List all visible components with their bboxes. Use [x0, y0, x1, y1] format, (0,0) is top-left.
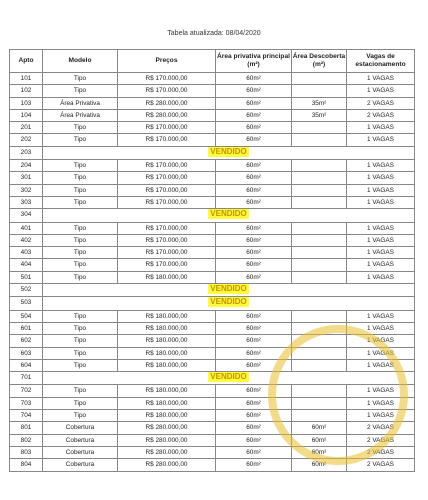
- cell-area-privativa: 60m²: [216, 397, 292, 409]
- cell-apto: 301: [10, 172, 43, 184]
- cell-area-descoberta: [292, 322, 347, 334]
- cell-area-privativa: 60m²: [216, 172, 292, 184]
- cell-modelo: Tipo: [43, 310, 118, 322]
- cell-modelo: Tipo: [43, 172, 118, 184]
- cell-area-descoberta: [292, 410, 347, 422]
- cell-vagas: 2 VAGAS: [347, 422, 415, 434]
- table-row: [10, 122, 415, 134]
- cell-apto: 802: [10, 434, 43, 446]
- cell-area-descoberta: [292, 134, 347, 146]
- cell-sold: [43, 209, 415, 222]
- cell-sold: [43, 297, 415, 310]
- cell-vagas: 1 VAGAS: [347, 73, 415, 85]
- cell-area-privativa: 60m²: [216, 247, 292, 259]
- price-table: [9, 49, 415, 472]
- header-apto: Apto: [10, 50, 43, 73]
- table-row: [10, 134, 415, 146]
- cell-modelo: Tipo: [43, 160, 118, 172]
- cell-modelo: Tipo: [43, 359, 118, 371]
- sold-badge: VENDIDO: [210, 372, 247, 382]
- cell-modelo: Tipo: [43, 184, 118, 196]
- cell-area-descoberta: [292, 196, 347, 208]
- cell-preco: R$ 180.000,00: [118, 397, 216, 409]
- cell-apto: 704: [10, 410, 43, 422]
- cell-preco: R$ 280.000,00: [118, 422, 216, 434]
- table-row: [10, 160, 415, 172]
- cell-vagas: 2 VAGAS: [347, 97, 415, 109]
- cell-apto: 403: [10, 247, 43, 259]
- cell-modelo: Tipo: [43, 410, 118, 422]
- cell-vagas: 1 VAGAS: [347, 410, 415, 422]
- cell-vagas: 2 VAGAS: [347, 434, 415, 446]
- cell-preco: R$ 280.000,00: [118, 434, 216, 446]
- cell-preco: R$ 180.000,00: [118, 310, 216, 322]
- cell-apto: 602: [10, 335, 43, 347]
- table-row: [10, 247, 415, 259]
- table-row: [10, 446, 415, 458]
- cell-preco: R$ 170.000,00: [118, 73, 216, 85]
- cell-modelo: Tipo: [43, 271, 118, 283]
- cell-area-privativa: 60m²: [216, 310, 292, 322]
- cell-modelo: Tipo: [43, 259, 118, 271]
- cell-area-privativa: 60m²: [216, 160, 292, 172]
- cell-area-descoberta: 60m²: [292, 459, 347, 471]
- cell-preco: R$ 180.000,00: [118, 359, 216, 371]
- table-row: [10, 109, 415, 121]
- cell-apto: 501: [10, 271, 43, 283]
- cell-area-descoberta: [292, 85, 347, 97]
- updated-caption: Tabela atualizada: 08/04/2020: [167, 30, 261, 37]
- cell-preco: R$ 170.000,00: [118, 122, 216, 134]
- cell-modelo: Tipo: [43, 347, 118, 359]
- cell-vagas: 1 VAGAS: [347, 85, 415, 97]
- cell-area-descoberta: [292, 385, 347, 397]
- header-area-descoberta: Área Descoberta (m²): [292, 50, 347, 73]
- cell-area-privativa: 60m²: [216, 73, 292, 85]
- cell-preco: R$ 280.000,00: [118, 446, 216, 458]
- cell-apto: 603: [10, 347, 43, 359]
- cell-modelo: Tipo: [43, 222, 118, 234]
- table-row: [10, 196, 415, 208]
- cell-vagas: 2 VAGAS: [347, 109, 415, 121]
- cell-preco: R$ 180.000,00: [118, 347, 216, 359]
- table-row: [10, 410, 415, 422]
- cell-apto: 504: [10, 310, 43, 322]
- cell-sold: [43, 146, 415, 159]
- table-row: [10, 347, 415, 359]
- cell-apto: 101: [10, 73, 43, 85]
- sold-badge: VENDIDO: [210, 209, 247, 219]
- cell-sold: [43, 372, 415, 385]
- cell-apto: 203: [10, 146, 43, 159]
- cell-preco: R$ 170.000,00: [118, 234, 216, 246]
- table-row: [10, 172, 415, 184]
- table-row: [10, 85, 415, 97]
- table-row: [10, 259, 415, 271]
- table-row: [10, 234, 415, 246]
- cell-modelo: Cobertura: [43, 459, 118, 471]
- cell-vagas: 1 VAGAS: [347, 359, 415, 371]
- cell-preco: R$ 170.000,00: [118, 259, 216, 271]
- cell-area-descoberta: [292, 73, 347, 85]
- cell-apto: 803: [10, 446, 43, 458]
- table-row: [10, 422, 415, 434]
- cell-preco: R$ 280.000,00: [118, 97, 216, 109]
- cell-vagas: 1 VAGAS: [347, 335, 415, 347]
- sold-badge: VENDIDO: [210, 297, 247, 307]
- cell-preco: R$ 170.000,00: [118, 222, 216, 234]
- cell-apto: 703: [10, 397, 43, 409]
- cell-area-descoberta: [292, 310, 347, 322]
- cell-preco: R$ 180.000,00: [118, 271, 216, 283]
- cell-preco: R$ 280.000,00: [118, 459, 216, 471]
- sold-badge: VENDIDO: [210, 146, 247, 156]
- cell-apto: 701: [10, 372, 43, 385]
- cell-preco: R$ 170.000,00: [118, 134, 216, 146]
- cell-area-privativa: 60m²: [216, 222, 292, 234]
- cell-vagas: 1 VAGAS: [347, 310, 415, 322]
- table-row: [10, 397, 415, 409]
- header-area-privativa: Área privativa principal (m²): [216, 50, 292, 73]
- cell-vagas: 1 VAGAS: [347, 259, 415, 271]
- cell-vagas: 1 VAGAS: [347, 222, 415, 234]
- cell-area-descoberta: [292, 184, 347, 196]
- cell-area-descoberta: [292, 172, 347, 184]
- cell-vagas: 1 VAGAS: [347, 160, 415, 172]
- header-modelo: Modelo: [43, 50, 118, 73]
- cell-area-privativa: 60m²: [216, 410, 292, 422]
- header-vagas: Vagas de estacionamento: [347, 50, 415, 73]
- cell-vagas: 1 VAGAS: [347, 385, 415, 397]
- table-row: [10, 73, 415, 85]
- table-row-sold: [10, 146, 415, 159]
- cell-apto: 102: [10, 85, 43, 97]
- cell-preco: R$ 170.000,00: [118, 172, 216, 184]
- table-body: [10, 73, 415, 472]
- cell-apto: 204: [10, 160, 43, 172]
- cell-area-descoberta: [292, 335, 347, 347]
- cell-modelo: Cobertura: [43, 422, 118, 434]
- cell-apto: 104: [10, 109, 43, 121]
- cell-apto: 801: [10, 422, 43, 434]
- cell-area-privativa: 60m²: [216, 196, 292, 208]
- cell-area-privativa: 60m²: [216, 271, 292, 283]
- cell-sold: [43, 284, 415, 297]
- cell-vagas: 2 VAGAS: [347, 459, 415, 471]
- table-row-sold: [10, 372, 415, 385]
- cell-area-descoberta: 35m²: [292, 97, 347, 109]
- table-row: [10, 222, 415, 234]
- cell-vagas: 2 VAGAS: [347, 446, 415, 458]
- cell-area-descoberta: [292, 397, 347, 409]
- cell-apto: 201: [10, 122, 43, 134]
- cell-area-descoberta: [292, 222, 347, 234]
- table-row-sold: [10, 209, 415, 222]
- cell-area-privativa: 60m²: [216, 359, 292, 371]
- cell-vagas: 1 VAGAS: [347, 172, 415, 184]
- cell-apto: 402: [10, 234, 43, 246]
- table-row-sold: [10, 297, 415, 310]
- cell-area-privativa: 60m²: [216, 134, 292, 146]
- cell-preco: R$ 180.000,00: [118, 410, 216, 422]
- table-row: [10, 97, 415, 109]
- cell-modelo: Tipo: [43, 134, 118, 146]
- cell-area-descoberta: 60m²: [292, 434, 347, 446]
- cell-apto: 404: [10, 259, 43, 271]
- cell-apto: 303: [10, 196, 43, 208]
- cell-preco: R$ 180.000,00: [118, 385, 216, 397]
- cell-modelo: Tipo: [43, 73, 118, 85]
- cell-apto: 502: [10, 284, 43, 297]
- cell-vagas: 1 VAGAS: [347, 247, 415, 259]
- cell-apto: 302: [10, 184, 43, 196]
- cell-area-privativa: 60m²: [216, 259, 292, 271]
- sold-badge: VENDIDO: [210, 284, 247, 294]
- cell-area-privativa: 60m²: [216, 184, 292, 196]
- cell-area-privativa: 60m²: [216, 97, 292, 109]
- cell-vagas: 1 VAGAS: [347, 347, 415, 359]
- cell-modelo: Tipo: [43, 122, 118, 134]
- cell-modelo: Tipo: [43, 322, 118, 334]
- cell-preco: R$ 170.000,00: [118, 247, 216, 259]
- cell-apto: 103: [10, 97, 43, 109]
- cell-area-privativa: 60m²: [216, 85, 292, 97]
- cell-area-descoberta: [292, 234, 347, 246]
- table-header-row: [10, 50, 415, 73]
- table-row: [10, 385, 415, 397]
- cell-area-privativa: 60m²: [216, 122, 292, 134]
- cell-area-privativa: 60m²: [216, 234, 292, 246]
- cell-area-privativa: 60m²: [216, 322, 292, 334]
- table-row-sold: [10, 284, 415, 297]
- cell-vagas: 1 VAGAS: [347, 184, 415, 196]
- cell-vagas: 1 VAGAS: [347, 397, 415, 409]
- cell-vagas: 1 VAGAS: [347, 271, 415, 283]
- cell-area-privativa: 60m²: [216, 109, 292, 121]
- cell-area-descoberta: [292, 359, 347, 371]
- cell-area-privativa: 60m²: [216, 459, 292, 471]
- cell-modelo: Tipo: [43, 385, 118, 397]
- cell-vagas: 1 VAGAS: [347, 322, 415, 334]
- cell-preco: R$ 280.000,00: [118, 109, 216, 121]
- cell-apto: 604: [10, 359, 43, 371]
- cell-area-descoberta: [292, 160, 347, 172]
- cell-area-privativa: 60m²: [216, 422, 292, 434]
- cell-area-privativa: 60m²: [216, 347, 292, 359]
- cell-vagas: 1 VAGAS: [347, 234, 415, 246]
- cell-modelo: Tipo: [43, 247, 118, 259]
- cell-apto: 804: [10, 459, 43, 471]
- cell-apto: 503: [10, 297, 43, 310]
- table-row: [10, 335, 415, 347]
- cell-area-descoberta: 60m²: [292, 422, 347, 434]
- cell-apto: 601: [10, 322, 43, 334]
- table-row: [10, 359, 415, 371]
- cell-apto: 401: [10, 222, 43, 234]
- cell-area-descoberta: [292, 347, 347, 359]
- cell-preco: R$ 170.000,00: [118, 184, 216, 196]
- table-row: [10, 271, 415, 283]
- cell-modelo: Tipo: [43, 234, 118, 246]
- table-row: [10, 459, 415, 471]
- cell-area-descoberta: [292, 247, 347, 259]
- cell-area-privativa: 60m²: [216, 446, 292, 458]
- cell-area-descoberta: [292, 122, 347, 134]
- table-row: [10, 322, 415, 334]
- table-row: [10, 184, 415, 196]
- cell-preco: R$ 180.000,00: [118, 322, 216, 334]
- table-row: [10, 310, 415, 322]
- cell-area-descoberta: [292, 271, 347, 283]
- cell-apto: 202: [10, 134, 43, 146]
- cell-preco: R$ 170.000,00: [118, 85, 216, 97]
- cell-modelo: Área Privativa: [43, 97, 118, 109]
- cell-area-descoberta: 60m²: [292, 446, 347, 458]
- cell-area-privativa: 60m²: [216, 434, 292, 446]
- cell-area-descoberta: [292, 259, 347, 271]
- cell-area-privativa: 60m²: [216, 385, 292, 397]
- cell-apto: 304: [10, 209, 43, 222]
- cell-area-descoberta: 35m²: [292, 109, 347, 121]
- cell-apto: 702: [10, 385, 43, 397]
- cell-preco: R$ 170.000,00: [118, 160, 216, 172]
- header-precos: Preços: [118, 50, 216, 73]
- cell-vagas: 1 VAGAS: [347, 122, 415, 134]
- cell-modelo: Tipo: [43, 397, 118, 409]
- cell-modelo: Cobertura: [43, 446, 118, 458]
- cell-vagas: 1 VAGAS: [347, 196, 415, 208]
- cell-modelo: Tipo: [43, 85, 118, 97]
- cell-modelo: Área Privativa: [43, 109, 118, 121]
- cell-preco: R$ 180.000,00: [118, 335, 216, 347]
- cell-vagas: 1 VAGAS: [347, 134, 415, 146]
- cell-modelo: Cobertura: [43, 434, 118, 446]
- cell-modelo: Tipo: [43, 335, 118, 347]
- cell-preco: R$ 170.000,00: [118, 196, 216, 208]
- table-row: [10, 434, 415, 446]
- cell-modelo: Tipo: [43, 196, 118, 208]
- cell-area-privativa: 60m²: [216, 335, 292, 347]
